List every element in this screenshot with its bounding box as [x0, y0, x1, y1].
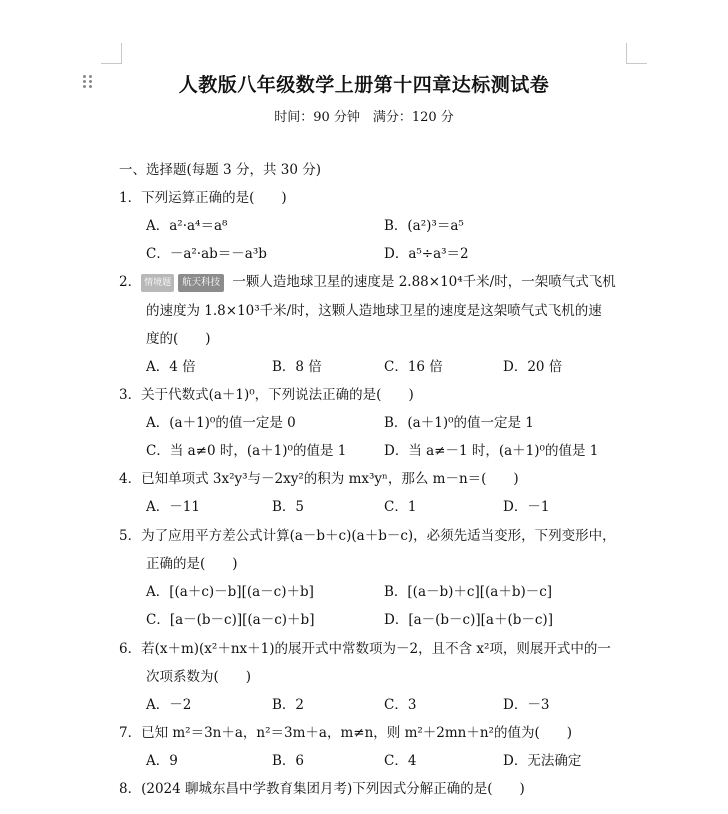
page-corner-mark-top-left	[101, 43, 122, 64]
q3-option-b: B．(a＋1)⁰的值一定是 1	[384, 415, 534, 431]
page-corner-mark-top-right	[626, 43, 647, 64]
q5-option-a: A．[(a＋c)－b][(a－c)＋b]	[146, 584, 314, 600]
question-2-line-3: 度的( )	[146, 331, 211, 347]
q3-option-c: C．当 a≠0 时，(a＋1)⁰的值是 1	[146, 443, 347, 459]
q7-option-a: A．9	[146, 753, 178, 769]
q5-option-b: B．[(a－b)＋c][(a＋b)－c]	[384, 584, 553, 600]
exam-time-score: 时间：90 分钟 满分：120 分	[274, 110, 454, 125]
q4-option-d: D．－1	[503, 499, 550, 515]
q7-option-c: C．4	[384, 753, 417, 769]
q6-option-c: C．3	[384, 697, 417, 713]
question-3-stem: 3．关于代数式(a＋1)⁰，下列说法正确的是( )	[119, 387, 414, 403]
q2-tag-scenario: 情境题	[141, 274, 174, 292]
q1-option-a: A．a²·a⁴＝a⁸	[146, 218, 228, 234]
question-6-line-1: 6．若(x＋m)(x²＋nx＋1)的展开式中常数项为－2，且不含 x²项，则展开式中的一	[119, 641, 611, 657]
q2-tag-aerospace: 航天科技	[178, 274, 224, 292]
q4-option-a: A．－11	[146, 499, 200, 515]
q2-text-1: 一颗人造地球卫星的速度是 2.88×10⁴千米/时，一架喷气式飞机	[232, 274, 616, 290]
question-8-stem: 8．(2024 聊城东昌中学教育集团月考)下列因式分解正确的是( )	[119, 781, 525, 797]
q6-option-b: B．2	[272, 697, 305, 713]
q2-option-b: B．8 倍	[272, 359, 322, 375]
question-5-line-1: 5．为了应用平方差公式计算(a－b＋c)(a＋b－c)，必须先适当变形，下列变形中，	[119, 528, 616, 544]
q4-option-c: C．1	[384, 499, 417, 515]
question-2-line-2: 的速度为 1.8×10³千米/时，这颗人造地球卫星的速度是这架喷气式飞机的速	[146, 303, 602, 319]
q2-option-c: C．16 倍	[384, 359, 443, 375]
q1-option-b: B．(a²)³＝a⁵	[384, 218, 464, 234]
question-6-line-2: 次项系数为( )	[146, 669, 252, 685]
question-5-line-2: 正确的是( )	[146, 556, 238, 572]
q3-option-d: D．当 a≠－1 时，(a＋1)⁰的值是 1	[384, 443, 599, 459]
q5-option-d: D．[a－(b－c)][a＋(b－c)]	[384, 612, 553, 628]
page-title: 人教版八年级数学上册第十四章达标测试卷	[178, 74, 550, 96]
q6-option-a: A．－2	[146, 697, 192, 713]
q2-option-a: A．4 倍	[146, 359, 196, 375]
q5-option-c: C．[a－(b－c)][(a－c)＋b]	[146, 612, 315, 628]
q2-number: 2．	[119, 274, 142, 290]
q2-option-d: D．20 倍	[503, 359, 563, 375]
q7-option-b: B．6	[272, 753, 305, 769]
q3-option-a: A．(a＋1)⁰的值一定是 0	[146, 415, 296, 431]
question-7-stem: 7．已知 m²＝3n＋a，n²＝3m＋a，m≠n，则 m²＋2mn＋n²的值为( )	[119, 725, 573, 741]
question-1-stem: 1．下列运算正确的是( )	[119, 190, 287, 206]
question-2-line-1	[119, 273, 616, 292]
q1-option-c: C．－a²·ab＝－a³b	[146, 246, 267, 262]
section-heading: 一、选择题(每题 3 分，共 30 分)	[119, 162, 321, 178]
q1-option-d: D．a⁵÷a³＝2	[384, 246, 469, 262]
question-4-stem: 4．已知单项式 3x²y³与－2xy²的积为 mx³yⁿ，那么 m－n＝( )	[119, 471, 519, 487]
q4-option-b: B．5	[272, 499, 305, 515]
q6-option-d: D．－3	[503, 697, 550, 713]
q7-option-d: D．无法确定	[503, 753, 582, 769]
